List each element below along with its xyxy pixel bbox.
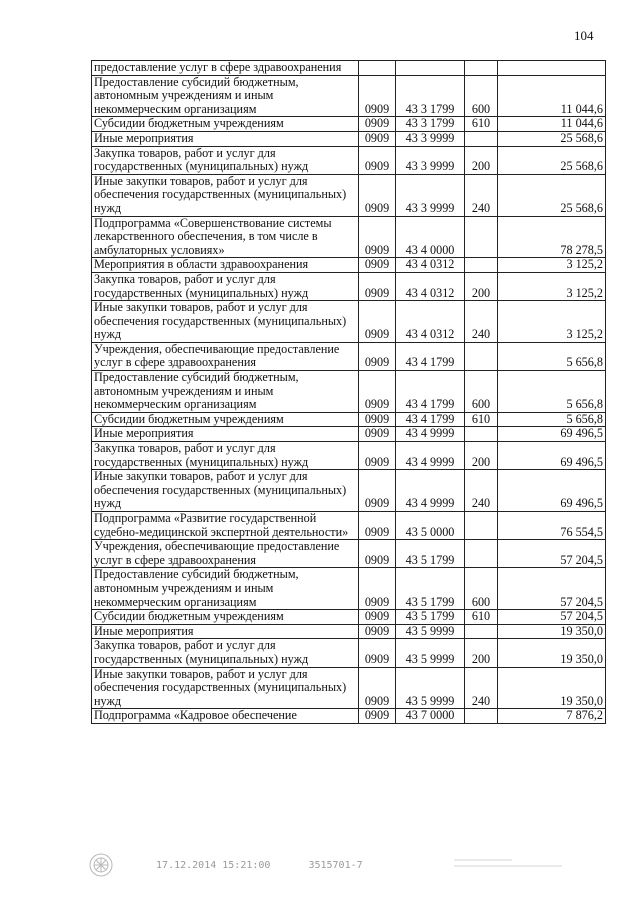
table-row	[92, 568, 606, 610]
cell-name: Закупка товаров, работ и услуг для государственных (муниципальных) нужд	[92, 442, 359, 470]
table-row	[92, 442, 606, 470]
cell-target-article: 43 4 9999	[396, 427, 465, 442]
cell-section: 0909	[359, 512, 396, 540]
cell-target-article: 43 5 1799	[396, 540, 465, 568]
cell-section: 0909	[359, 610, 396, 625]
cell-target-article: 43 5 9999	[396, 667, 465, 709]
cell-target-article: 43 5 1799	[396, 610, 465, 625]
cell-name: Предоставление субсидий бюджетным, автономным учреждениям и иным некоммерческим организациям	[92, 371, 359, 413]
cell-target-article: 43 4 1799	[396, 342, 465, 370]
budget-table-body	[92, 61, 606, 724]
table-row	[92, 624, 606, 639]
table-row	[92, 131, 606, 146]
cell-name: Подпрограмма «Кадровое обеспечение	[92, 709, 359, 724]
cell-expense-type	[465, 540, 498, 568]
cell-amount: 69 496,5	[498, 470, 606, 512]
cell-target-article: 43 4 0312	[396, 258, 465, 273]
cell-target-article: 43 5 1799	[396, 568, 465, 610]
table-row	[92, 146, 606, 174]
cell-expense-type	[465, 216, 498, 258]
cell-name: Предоставление субсидий бюджетным, автономным учреждениям и иным некоммерческим организациям	[92, 75, 359, 117]
table-row	[92, 75, 606, 117]
table-row	[92, 272, 606, 300]
budget-table	[91, 60, 606, 724]
cell-section	[359, 61, 396, 76]
footer-document-id: 3515701-7	[308, 859, 363, 871]
cell-target-article: 43 4 1799	[396, 371, 465, 413]
cell-name: Иные закупки товаров, работ и услуг для обеспечения государственных (муниципальных) нужд	[92, 301, 359, 343]
cell-section: 0909	[359, 470, 396, 512]
table-row	[92, 61, 606, 76]
cell-section: 0909	[359, 146, 396, 174]
cell-amount: 57 204,5	[498, 610, 606, 625]
footer	[88, 852, 363, 878]
cell-expense-type: 200	[465, 272, 498, 300]
cell-amount: 3 125,2	[498, 258, 606, 273]
cell-section: 0909	[359, 412, 396, 427]
cell-amount: 11 044,6	[498, 75, 606, 117]
cell-amount: 5 656,8	[498, 371, 606, 413]
cell-amount: 5 656,8	[498, 412, 606, 427]
cell-target-article: 43 7 0000	[396, 709, 465, 724]
cell-amount: 69 496,5	[498, 427, 606, 442]
cell-expense-type: 610	[465, 412, 498, 427]
footer-timestamp: 17.12.2014 15:21:00	[156, 859, 271, 871]
cell-name: Иные закупки товаров, работ и услуг для обеспечения государственных (муниципальных) нужд	[92, 470, 359, 512]
cell-section: 0909	[359, 624, 396, 639]
cell-expense-type	[465, 342, 498, 370]
cell-section: 0909	[359, 342, 396, 370]
cell-expense-type: 610	[465, 117, 498, 132]
table-row	[92, 512, 606, 540]
cell-amount: 19 350,0	[498, 624, 606, 639]
cell-expense-type: 200	[465, 146, 498, 174]
cell-target-article: 43 4 0000	[396, 216, 465, 258]
cell-target-article: 43 4 0312	[396, 272, 465, 300]
cell-expense-type: 200	[465, 442, 498, 470]
cell-section: 0909	[359, 709, 396, 724]
cell-amount: 19 350,0	[498, 667, 606, 709]
cell-expense-type	[465, 61, 498, 76]
cell-section: 0909	[359, 272, 396, 300]
cell-section: 0909	[359, 131, 396, 146]
cell-target-article: 43 4 9999	[396, 442, 465, 470]
cell-target-article: 43 3 9999	[396, 174, 465, 216]
cell-section: 0909	[359, 667, 396, 709]
cell-section: 0909	[359, 258, 396, 273]
cell-expense-type: 610	[465, 610, 498, 625]
cell-section: 0909	[359, 442, 396, 470]
cell-expense-type: 600	[465, 75, 498, 117]
page-number: 104	[574, 28, 594, 43]
cell-amount: 25 568,6	[498, 146, 606, 174]
cell-name: Закупка товаров, работ и услуг для государственных (муниципальных) нужд	[92, 639, 359, 667]
cell-target-article	[396, 61, 465, 76]
cell-name: Иные закупки товаров, работ и услуг для обеспечения государственных (муниципальных) нужд	[92, 667, 359, 709]
table-row	[92, 117, 606, 132]
cell-amount: 69 496,5	[498, 442, 606, 470]
cell-amount: 57 204,5	[498, 540, 606, 568]
cell-target-article: 43 3 1799	[396, 75, 465, 117]
cell-target-article: 43 5 9999	[396, 624, 465, 639]
cell-amount: 57 204,5	[498, 568, 606, 610]
cell-section: 0909	[359, 174, 396, 216]
cell-amount	[498, 61, 606, 76]
cell-expense-type: 600	[465, 568, 498, 610]
cell-expense-type	[465, 512, 498, 540]
cell-expense-type: 600	[465, 371, 498, 413]
table-row	[92, 639, 606, 667]
cell-amount: 5 656,8	[498, 342, 606, 370]
table-row	[92, 216, 606, 258]
cell-name: Субсидии бюджетным учреждениям	[92, 117, 359, 132]
table-row	[92, 427, 606, 442]
cell-name: Подпрограмма «Совершенствование системы лекарственного обеспечения, в том числе в амбулаторных условиях»	[92, 216, 359, 258]
cell-name: Иные закупки товаров, работ и услуг для обеспечения государственных (муниципальных) нужд	[92, 174, 359, 216]
cell-amount: 7 876,2	[498, 709, 606, 724]
cell-name: Предоставление субсидий бюджетным, автономным учреждениям и иным некоммерческим организациям	[92, 568, 359, 610]
cell-target-article: 43 3 1799	[396, 117, 465, 132]
cell-section: 0909	[359, 117, 396, 132]
cell-section: 0909	[359, 216, 396, 258]
cell-expense-type: 240	[465, 174, 498, 216]
cell-target-article: 43 4 1799	[396, 412, 465, 427]
cell-expense-type	[465, 709, 498, 724]
cell-amount: 25 568,6	[498, 174, 606, 216]
table-row	[92, 667, 606, 709]
cell-amount: 76 554,5	[498, 512, 606, 540]
cell-expense-type: 240	[465, 667, 498, 709]
cell-name: Иные мероприятия	[92, 131, 359, 146]
cell-name: предоставление услуг в сфере здравоохранения	[92, 61, 359, 76]
cell-target-article: 43 4 0312	[396, 301, 465, 343]
cell-expense-type	[465, 624, 498, 639]
cell-name: Субсидии бюджетным учреждениям	[92, 610, 359, 625]
cell-section: 0909	[359, 371, 396, 413]
cell-section: 0909	[359, 540, 396, 568]
cell-amount: 19 350,0	[498, 639, 606, 667]
table-row	[92, 610, 606, 625]
table-row	[92, 412, 606, 427]
table-row	[92, 174, 606, 216]
cell-name: Иные мероприятия	[92, 624, 359, 639]
table-row	[92, 540, 606, 568]
cell-name: Учреждения, обеспечивающие предоставление услуг в сфере здравоохранения	[92, 342, 359, 370]
cell-name: Субсидии бюджетным учреждениям	[92, 412, 359, 427]
cell-expense-type: 200	[465, 639, 498, 667]
cell-target-article: 43 4 9999	[396, 470, 465, 512]
cell-target-article: 43 5 9999	[396, 639, 465, 667]
cell-section: 0909	[359, 75, 396, 117]
cell-name: Иные мероприятия	[92, 427, 359, 442]
cell-expense-type: 240	[465, 301, 498, 343]
cell-amount: 3 125,2	[498, 301, 606, 343]
table-row	[92, 371, 606, 413]
cell-target-article: 43 5 0000	[396, 512, 465, 540]
cell-name: Закупка товаров, работ и услуг для государственных (муниципальных) нужд	[92, 146, 359, 174]
table-row	[92, 709, 606, 724]
table-row	[92, 258, 606, 273]
faint-watermark-mark	[454, 856, 564, 870]
cell-amount: 3 125,2	[498, 272, 606, 300]
cell-section: 0909	[359, 568, 396, 610]
cell-section: 0909	[359, 301, 396, 343]
table-row	[92, 301, 606, 343]
table-row	[92, 470, 606, 512]
cell-amount: 25 568,6	[498, 131, 606, 146]
cell-expense-type	[465, 131, 498, 146]
cell-expense-type: 240	[465, 470, 498, 512]
cell-expense-type	[465, 258, 498, 273]
cell-name: Подпрограмма «Развитие государственной судебно-медицинской экспертной деятельности»	[92, 512, 359, 540]
table-row	[92, 342, 606, 370]
document-stamp-icon	[88, 852, 114, 878]
cell-name: Закупка товаров, работ и услуг для государственных (муниципальных) нужд	[92, 272, 359, 300]
cell-name: Учреждения, обеспечивающие предоставление услуг в сфере здравоохранения	[92, 540, 359, 568]
cell-name: Мероприятия в области здравоохранения	[92, 258, 359, 273]
cell-amount: 78 278,5	[498, 216, 606, 258]
cell-amount: 11 044,6	[498, 117, 606, 132]
cell-expense-type	[465, 427, 498, 442]
cell-target-article: 43 3 9999	[396, 131, 465, 146]
cell-section: 0909	[359, 639, 396, 667]
cell-section: 0909	[359, 427, 396, 442]
cell-target-article: 43 3 9999	[396, 146, 465, 174]
